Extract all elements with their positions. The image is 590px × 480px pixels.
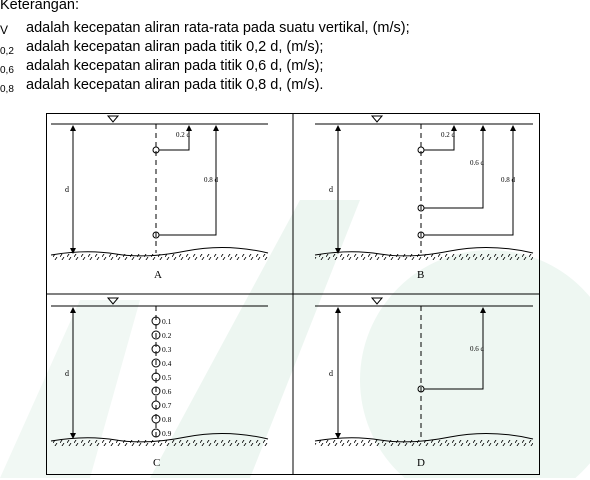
panel-label: B — [417, 269, 425, 281]
definition-symbol: 0,2 — [0, 46, 14, 57]
riverbed-hatch — [51, 254, 268, 260]
definition-text: adalah kecepatan aliran pada titik 0,6 d, (m/s); — [26, 58, 324, 74]
riverbed-hatch — [315, 440, 533, 446]
dimension-label: 0.2 d — [176, 131, 190, 139]
panel-d — [315, 298, 533, 469]
point-label: 0.5 — [162, 373, 172, 382]
definition-text: adalah kecepatan aliran pada titik 0,2 d, (m/s); — [26, 39, 324, 55]
depth-label: d — [329, 185, 333, 194]
panel-label: C — [153, 457, 161, 469]
riverbed-hatch — [315, 254, 533, 260]
dimension-label: 0.8 d — [501, 176, 515, 184]
point-label: 0.4 — [162, 359, 172, 368]
point-label: 0.3 — [162, 345, 172, 354]
depth-label: d — [65, 185, 69, 194]
dimension-label: 0.2 d — [441, 131, 455, 139]
panel-label: D — [417, 457, 425, 469]
measurement-points — [152, 317, 172, 438]
water-level-icon — [372, 298, 382, 304]
dimension-label: 0.8 d — [204, 176, 218, 184]
point-label: 0.9 — [162, 429, 172, 438]
legend-title: Keterangan: — [0, 0, 80, 13]
water-level-icon — [372, 116, 382, 122]
definition-symbol: 0,6 — [0, 65, 14, 76]
point-label: 0.2 — [162, 331, 172, 340]
panel-label: A — [154, 269, 162, 281]
dimension-label: 0.6 d — [470, 159, 484, 167]
definition-text: adalah kecepatan aliran pada titik 0,8 d, (m/s). — [26, 77, 324, 93]
depth-label: d — [329, 369, 333, 378]
dimension-0-8d — [424, 126, 513, 235]
point-label: 0.6 — [162, 387, 172, 396]
riverbed-hatch — [51, 440, 268, 446]
definition-symbol: 0,8 — [0, 84, 14, 95]
velocity-measurement-figure — [46, 113, 540, 475]
definition-text: adalah kecepatan aliran rata-rata pada suatu vertikal, (m/s); — [26, 20, 410, 36]
panel-c — [51, 298, 268, 469]
water-level-icon — [108, 116, 118, 122]
point-label: 0.1 — [162, 317, 172, 326]
point-label: 0.7 — [162, 401, 172, 410]
depth-label: d — [65, 369, 69, 378]
definition-symbol: V — [0, 23, 9, 37]
panel-b — [315, 116, 533, 281]
water-level-icon — [108, 298, 118, 304]
panel-a — [51, 116, 268, 281]
dimension-label: 0.6 d — [470, 345, 484, 353]
point-label: 0.8 — [162, 415, 172, 424]
